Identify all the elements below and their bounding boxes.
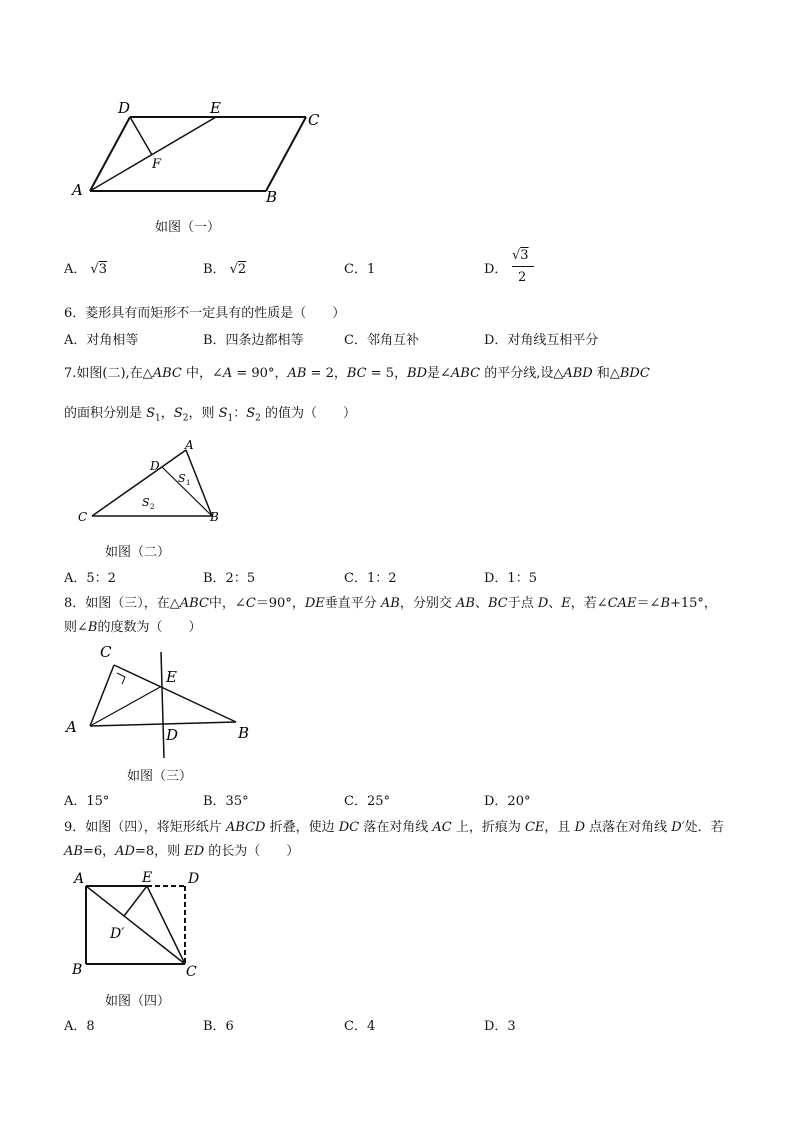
q6-option-d: D．对角线互相平分	[484, 333, 599, 348]
label-s1-sub: 1	[186, 479, 191, 487]
q9-option-c: C．4	[344, 1019, 376, 1034]
label-a: A	[185, 438, 194, 452]
q8-option-c: C．25°	[344, 794, 390, 809]
label-d-prime: D′	[110, 926, 125, 942]
q7-stem-line2: 的面积分别是 $S_1$，$S_2$，则 $S_1$：$S_2$ 的值为（ ）	[64, 406, 357, 424]
figure-one	[66, 95, 336, 210]
label-s2-sub: 2	[150, 503, 155, 511]
label-b: B	[72, 962, 83, 978]
q5-option-c: C．1	[344, 262, 376, 277]
label-f: F	[152, 157, 162, 172]
q5-option-a: A． √3	[64, 262, 107, 277]
label-e: E	[210, 99, 221, 117]
figure-four	[68, 866, 218, 982]
label-a: A	[66, 718, 77, 736]
label-b: B	[210, 510, 219, 524]
q6-option-a: A．对角相等	[64, 333, 139, 348]
q8-stem-line2: 则∠B的度数为（ ）	[64, 620, 202, 635]
q7-option-b: B．2：5	[203, 571, 256, 586]
label-s2: S	[142, 496, 150, 509]
q9-option-d: D．3	[484, 1019, 516, 1034]
figure-four-caption: 如图（四）	[105, 994, 171, 1009]
q8-option-d: D．20°	[484, 794, 531, 809]
q9-stem-line1: 9．如图（四），将矩形纸片 ABCD 折叠，使边 DC 落在对角线 AC 上，折痕为 CE，且 D 点落在对角线 D′处．若	[64, 820, 724, 835]
q6-option-c: C．邻角互补	[344, 333, 419, 348]
label-d: D	[150, 459, 160, 473]
q8-option-b: B．35°	[203, 794, 249, 809]
label-c: C	[78, 510, 88, 524]
label-b: B	[266, 188, 278, 206]
q7-stem-line1: 7.如图(二),在△ABC 中，∠A = 90°，AB = 2，BC = 5，BD是∠ABC 的平分线,设△ABD 和△BDC	[64, 366, 650, 381]
label-c: C	[100, 643, 112, 661]
figure-three	[62, 640, 262, 762]
q7-option-d: D．1：5	[484, 571, 537, 586]
label-b: B	[238, 724, 250, 742]
label-d: D	[118, 99, 131, 117]
figure-two-caption: 如图（二）	[105, 545, 171, 560]
label-s1: S	[178, 472, 186, 485]
q7-option-c: C．1：2	[344, 571, 397, 586]
label-d: D	[188, 871, 200, 887]
q6-option-b: B．四条边都相等	[203, 333, 304, 348]
label-d: D	[166, 726, 179, 744]
q8-option-a: A．15°	[64, 794, 110, 809]
figure-one-caption: 如图（一）	[155, 220, 221, 235]
q9-stem-line2: AB=6，AD=8，则 ED 的长为（ ）	[64, 844, 300, 859]
q9-option-b: B．6	[203, 1019, 234, 1034]
label-a: A	[74, 871, 85, 887]
label-e: E	[142, 870, 153, 886]
q5-option-b: B． √2	[203, 262, 247, 277]
label-c: C	[308, 111, 320, 129]
q6-stem: 6．菱形具有而矩形不一定具有的性质是（ ）	[64, 306, 346, 321]
figure-three-caption: 如图（三）	[127, 769, 193, 784]
q8-stem-line1: 8．如图（三），在△ABC中，∠C＝90°，DE垂直平分 AB，分别交 AB、BC于点 D、E，若∠CAE＝∠B+15°，	[64, 596, 717, 611]
figure-two	[74, 436, 234, 528]
label-c: C	[186, 964, 197, 980]
q7-option-a: A．5：2	[64, 571, 116, 586]
label-e: E	[166, 668, 177, 686]
label-a: A	[72, 181, 83, 199]
q9-option-a: A．8	[64, 1019, 95, 1034]
